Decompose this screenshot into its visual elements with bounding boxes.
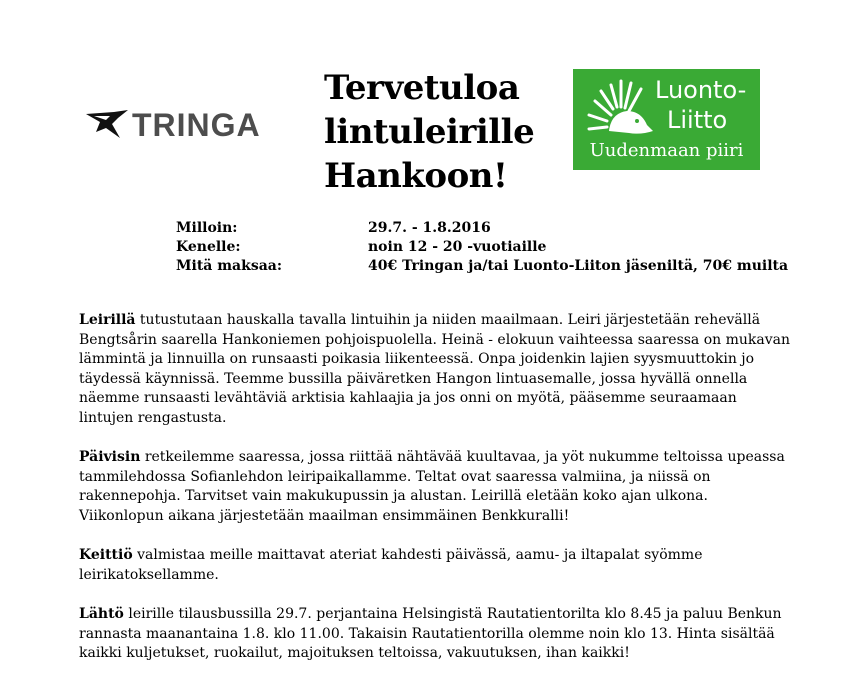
paragraph — [79, 448, 785, 526]
tringa-wordmark: TRINGA — [132, 107, 261, 143]
luonto-liitto-name — [655, 75, 746, 135]
paragraph-line: leirikatoksellamme. — [79, 566, 219, 583]
luonto-name-line: Luonto- — [655, 76, 747, 104]
info-row — [176, 238, 788, 257]
body-text — [79, 311, 791, 683]
info-row — [176, 219, 788, 238]
info-value: 40€ Tringan ja/tai Luonto-Liiton jäseniltä, 70€ muilta — [368, 258, 789, 274]
paragraph — [79, 605, 782, 664]
paragraph-line: Bengtsårin saarella Hankoniemen pohjoispuolella. Heinä - elokuun vaihteessa saaressa on mukavan — [79, 331, 791, 348]
title-line: Tervetuloa — [324, 68, 520, 108]
luonto-name-line: Liitto — [667, 106, 728, 134]
paragraph-line: lämmintä ja linnuilla on runsaasti poikasia liikenteessä. Onpa joidenkin lajien syysmuuttokin jo — [79, 351, 755, 368]
paragraph — [79, 311, 791, 429]
info-label: Milloin: — [176, 220, 238, 236]
paragraph-line: Viikonlopun aikana järjestetään maailman ensimmäinen Benkkuralli! — [79, 507, 570, 524]
paragraph-line: lintujen rengastusta. — [79, 409, 227, 426]
paragraph-line — [79, 546, 779, 566]
paragraph-lead: Lähtö — [79, 605, 124, 622]
paragraph-text: valmistaa meille maittavat ateriat kahdesti päivässä, aamu- ja iltapalat syömme — [132, 547, 703, 564]
paragraph-line: tammilehdossa Sofianlehdon leiripaikallamme. Teltat ovat saaressa valmiina, ja niissä on — [79, 468, 711, 485]
event-info — [176, 219, 788, 276]
paragraph-line: rakennepohja. Tarvitset vain makukupussin ja alustan. Leirillä eletään koko ajan ulkona. — [79, 488, 708, 505]
paragraph-line: rannasta maanantaina 1.8. klo 11.00. Takaisin Rautatientorilla olemme noin klo 13. Hinta sisältää — [79, 625, 775, 642]
paragraph-line — [79, 605, 782, 625]
luonto-liitto-logo — [573, 69, 760, 170]
paragraph — [79, 546, 779, 585]
paragraph-lead: Päivisin — [79, 449, 141, 466]
paragraph-line: näemme runsaasti levähtäviä arktisia kahlaajia ja jos onni on myötä, pääsemme seuraamaan — [79, 390, 737, 407]
paragraph-line — [79, 311, 779, 331]
page-title — [324, 66, 534, 198]
tringa-bird-icon — [84, 108, 130, 144]
paragraph-text: leirille tilausbussilla 29.7. perjantaina Helsingistä Rautatientorilta klo 8.45 ja paluu Benkun — [123, 605, 782, 622]
paragraph-line: täydessä käynnissä. Teemme bussilla päiväretken Hangon lintuasemalle, jossa hyvällä onnella — [79, 370, 748, 387]
info-value: noin 12 - 20 -vuotiaille — [368, 239, 547, 255]
paragraph-text: retkeilemme saaressa, jossa riittää nähtävää kuultavaa, ja yöt nukumme teltoissa upeassa — [140, 449, 785, 466]
tringa-logo — [84, 104, 276, 148]
title-line: lintuleirille — [324, 112, 535, 152]
info-row — [176, 257, 788, 276]
title-line: Hankoon! — [324, 156, 508, 196]
paragraph-lead: Keittiö — [79, 547, 133, 564]
luonto-district: Uudenmaan piiri — [589, 140, 744, 161]
info-label: Mitä maksaa: — [176, 258, 283, 274]
info-label: Kenelle: — [176, 239, 241, 255]
hedgehog-icon — [581, 75, 655, 137]
paragraph-lead: Leirillä — [79, 312, 136, 328]
info-value: 29.7. - 1.8.2016 — [368, 220, 491, 236]
paragraph-text: tutustutaan hauskalla tavalla lintuihin ja niiden maailmaan. Leiri järjestetään rehevällä — [135, 312, 761, 328]
paragraph-line — [79, 448, 785, 468]
paragraph-line: kaikki kuljetukset, ruokailut, majoituksen teltoissa, vakuutuksen, ihan kaikki! — [79, 645, 630, 662]
